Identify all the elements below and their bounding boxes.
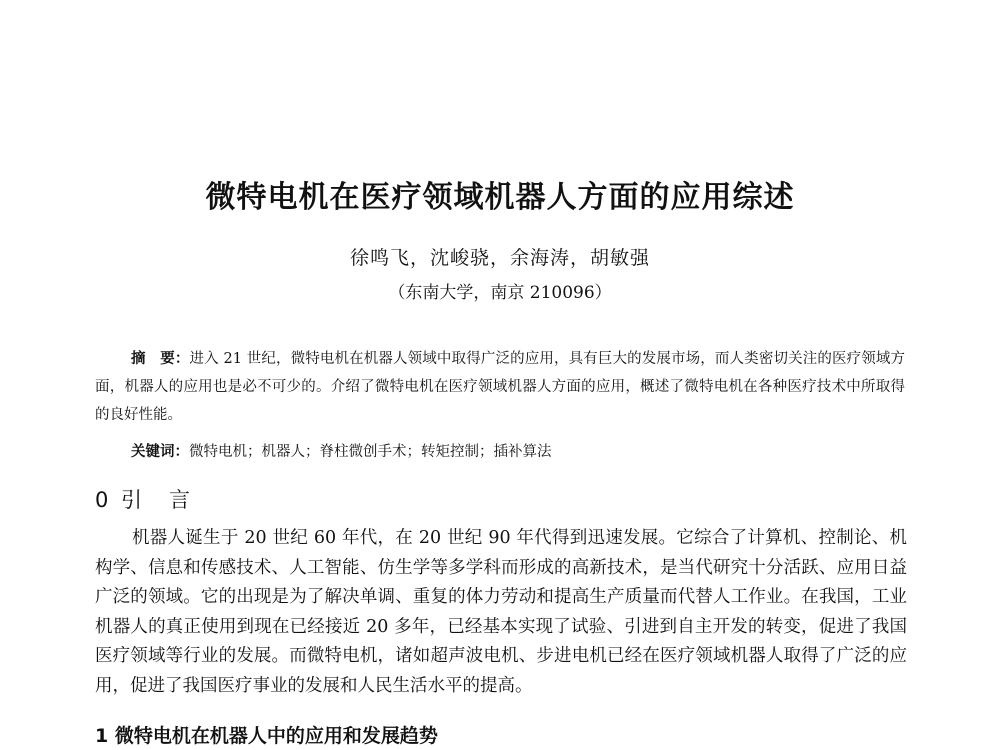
section-heading-applications: 1 微特电机在机器人中的应用和发展趋势 — [95, 725, 438, 747]
author-list: 徐鸣飞，沈峻骁，余海涛，胡敏强 — [349, 247, 650, 269]
introduction-paragraph: 机器人诞生于 20 世纪 60 年代，在 20 世纪 90 年代得到迅速发展。它综合了计算机、控制论、机构学、信息和传感技术、人工智能、仿生学等多学科而形成的高新技术，是当代研究十分活跃、应用日益广泛的领域。它的出现是为了解决单调、重复的体力劳动和提高生产质量而代替人工作业。在我国，工业机器人的真正使用到现在已经接近 20 多年，已经基本实现了试验、引进到自主开发的转变，促进了我国医疗领域等行业的发展。而微特电机，诸如超声波电机、步进电机已经在医疗领域机器人取得了广泛的应用，促进了我国医疗事业的发展和人民生活水平的提高。 — [95, 528, 907, 696]
keywords-line — [131, 438, 911, 466]
abstract-paragraph — [95, 345, 905, 429]
keywords-text: 微特电机；机器人；脊柱微创手术；转矩控制；插补算法 — [189, 444, 552, 460]
paper-title: 微特电机在医疗领域机器人方面的应用综述 — [205, 180, 795, 215]
abstract-text: 进入 21 世纪，微特电机在机器人领域中取得广泛的应用，具有巨大的发展市场，而人类密切关注的医疗领域方面，机器人的应用也是必不可少的。介绍了微特电机在医疗领域机器人方面的应用，概述了微特电机在各种医疗技术中所取得的良好性能。 — [95, 351, 905, 423]
keywords-label: 关键词： — [131, 444, 189, 460]
abstract-label: 摘 要： — [131, 351, 190, 367]
author-affiliation: （东南大学，南京 210096） — [388, 283, 612, 303]
section-heading-introduction: 0 引 言 — [95, 488, 194, 512]
